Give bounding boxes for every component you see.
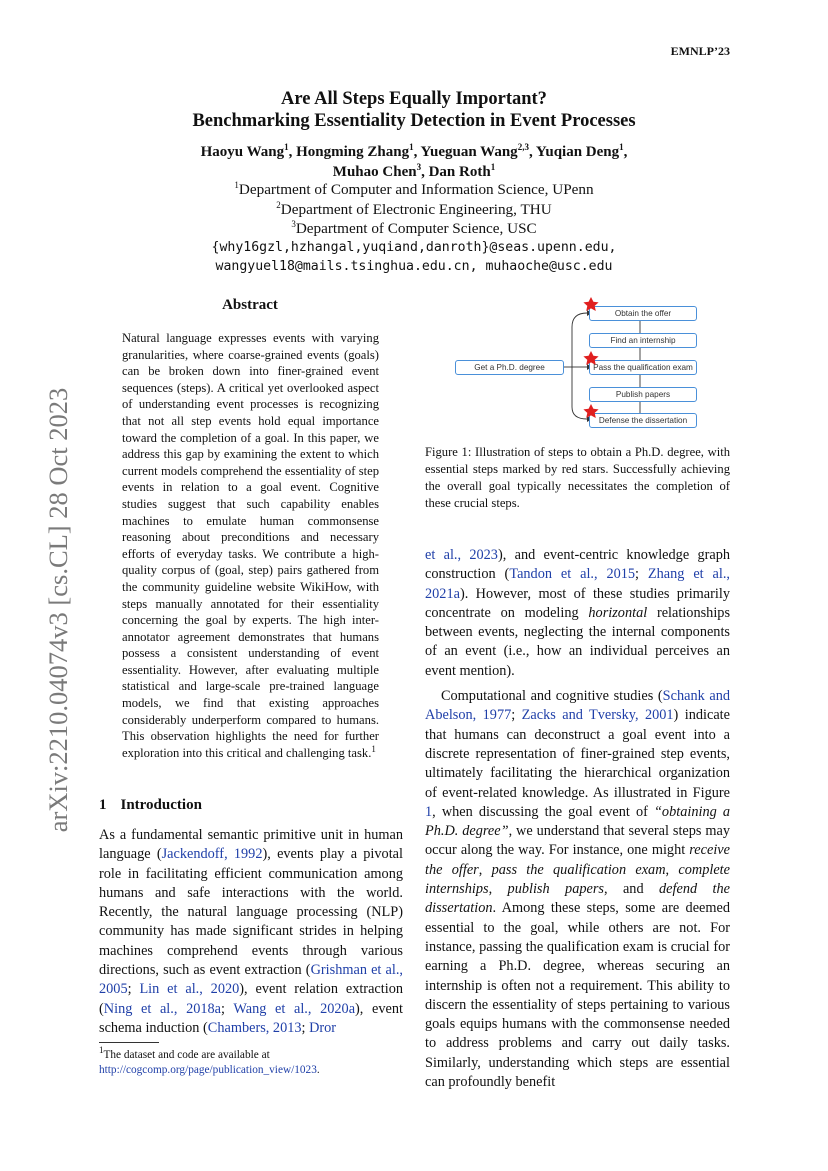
author-sup: 1	[619, 142, 624, 152]
step-node: Publish papers	[589, 387, 697, 402]
citation-link[interactable]: Schank and Abelson, 1977	[425, 688, 730, 724]
author-sup: 3	[416, 162, 422, 172]
citation-link[interactable]: Zhang et al., 2021a	[425, 566, 730, 602]
affiliation: $^3$Department of Computer Science, USC	[291, 218, 537, 237]
star-icon	[583, 404, 598, 418]
section-number: 1	[99, 797, 107, 813]
title-line-2: Benchmarking Essentiality Detection in Event Processes	[192, 111, 636, 131]
section-title: Introduction	[120, 797, 202, 813]
figure-caption: Figure 1: Illustration of steps to obtain a Ph.D. degree, with essential steps marked by red stars. Successfully achieving the overall goal typically necessitates the completion of these crucial steps.	[425, 445, 730, 510]
citation-link[interactable]: Wang et al., 2020a	[233, 1000, 356, 1017]
intro-right-column	[425, 546, 730, 1098]
title-line-1: Are All Steps Equally Important?	[281, 89, 547, 109]
step-node: Pass the qualification exam	[589, 360, 697, 375]
step-node: Obtain the offer	[589, 306, 697, 321]
figure-1	[452, 297, 712, 433]
paper-title	[100, 88, 728, 132]
citation-link[interactable]: et al., 2023	[425, 547, 498, 563]
intro-paragraph: As a fundamental semantic primitive unit in human language (Jackendoff, 1992), events play a pivotal role in facilitating efficient communication among humans and safe interactions with the world. Recently, the natural language processing (NLP) community has made significant strides in helping machines comprehend events through various directions, such as event extraction (Grishman et al., 2005; Lin et al., 2020), event relation extraction (Ning et al., 2018a; Wang et al., 2020a), event schema induction (Chambers, 2013; Dror	[99, 827, 404, 1036]
affiliation: $^1$Department of Computer and Information Science, UPenn	[234, 179, 594, 198]
citation-link[interactable]: Jackendoff, 1992	[161, 846, 263, 863]
author-name: Yuqian Deng	[535, 144, 620, 160]
footnote-divider	[99, 1042, 159, 1043]
citation-link[interactable]: Ning et al., 2018a	[103, 1000, 222, 1017]
footnote-number: 1	[99, 1045, 104, 1056]
goal-node: Get a Ph.D. degree	[455, 360, 564, 375]
figure-ref-link[interactable]: 1	[425, 803, 433, 820]
citation-link[interactable]: Lin et al., 2020	[139, 981, 240, 998]
author-sup: 1	[284, 142, 289, 152]
author-sup: 1	[490, 162, 496, 172]
citation-link[interactable]: Chambers, 2013	[207, 1019, 302, 1036]
abstract-text: Natural language expresses events with varying granularities, where coarse-grained events (goals) can be broken down into finer-grained event sequences (steps). A critical yet overlooked aspect of understanding event processes is recognizing that not all step events hold equal importance toward the completion of a goal. In this paper, we address this gap by examining the extent to which current models comprehend the essentiality of step events in relation to a goal event. Cognitive studies suggest that such capability enables machines to emulate human commonsense reasoning about preconditions and necessary efforts of everyday tasks. We contribute a high-quality corpus of (goal, step) pairs gathered from the community guideline website WikiHow, with steps manually annotated for their essentiality concerning the goal by experts. The high inter-annotator agreement demonstrates that humans possess a consistent understanding of event essentiality. However, after evaluating multiple statistical and large-scale pre-trained language models, we find that existing approaches considerably underperform compared to humans. This observation highlights the need for further exploration into this critical and challenging task.$^1$	[122, 331, 379, 760]
author-sup: 2,3	[517, 142, 529, 152]
author-name: Yueguan Wang	[420, 144, 518, 160]
author-name: Dan Roth	[428, 164, 491, 180]
email-line-2: wangyuel18@mails.tsinghua.edu.cn, muhaoche@usc.edu	[215, 259, 613, 274]
citation-link[interactable]: Tandon et al., 2015	[509, 566, 636, 583]
citation-link[interactable]: Dror	[309, 1019, 337, 1036]
footnote-mark[interactable]: 1	[371, 743, 376, 754]
author-name: Haoyu Wang	[200, 144, 285, 160]
affiliation-list	[100, 180, 728, 239]
intro-left-column	[99, 826, 403, 1038]
star-icon	[583, 351, 598, 365]
citation-link[interactable]: Grishman et al., 2005	[99, 962, 403, 998]
author-name: Muhao Chen	[332, 164, 417, 180]
arxiv-watermark: arXiv:2210.04074v3 [cs.CL] 28 Oct 2023	[43, 387, 73, 833]
intro-paragraph: et al., 2023), and event-centric knowledge graph construction (Tandon et al., 2015; Zhang et al., 2021a). However, most of these studies primarily concentrate on modeling horizontal relationships between events, neglecting the internal components of an event (i.e., how an individual perceives an event mention).	[425, 547, 731, 679]
essential-stars	[452, 297, 712, 433]
citation-link[interactable]: Zacks and Tversky, 2001	[521, 707, 674, 724]
affiliation: $^2$Department of Electronic Engineering, THU	[276, 199, 552, 218]
star-icon	[583, 297, 598, 311]
step-node: Defense the dissertation	[589, 413, 697, 428]
email-line-1: {why16gzl,hzhangal,yuqiand,danroth}@seas.upenn.edu,	[211, 240, 617, 255]
author-list: Haoyu Wang$^1$, Hongming Zhang$^1$, Yueguan Wang$^{2,3}$, Yuqian Deng$^1$, Muhao Chen$^3$, Dan Roth$^1$	[200, 142, 628, 180]
email-list	[100, 238, 728, 276]
intro-paragraph: Computational and cognitive studies (Schank and Abelson, 1977; Zacks and Tversky, 2001) indicate that humans can deconstruct a goal event into a discrete representation of finer-grained step events, ultimately facilitating the hierarchical organization of event-related knowledge. As illustrated in Figure 1, when discussing the goal event of “obtaining a Ph.D. degree”, we understand that several steps may occur along the way. For instance, one might receive the offer, pass the qualification exam, complete internships, publish papers, and defend the dissertation. Among these steps, some are deemed essential to the goal, while others are not. For instance, passing the qualification exam is crucial for earning a Ph.D. degree, whereas securing an internship is often not a requirement. This ability to discern the essentiality of steps pertaining to various goals equips humans with the commonsense needed to address problems and carry out daily tasks. Similarly, understanding which steps are essential can profoundly benefit	[425, 688, 730, 1091]
dataset-link[interactable]: http://cogcomp.org/page/publication_view/1023	[99, 1064, 317, 1076]
author-name: Hongming Zhang	[296, 144, 410, 160]
venue-label: EMNLP’23	[670, 44, 730, 58]
footnote: $^1$The dataset and code are available at http://cogcomp.org/page/publication_view/1023.	[99, 1045, 320, 1076]
step-node: Find an internship	[589, 333, 697, 348]
abstract-heading: Abstract	[222, 297, 278, 313]
section-heading	[99, 797, 202, 814]
author-sup: 1	[409, 142, 414, 152]
